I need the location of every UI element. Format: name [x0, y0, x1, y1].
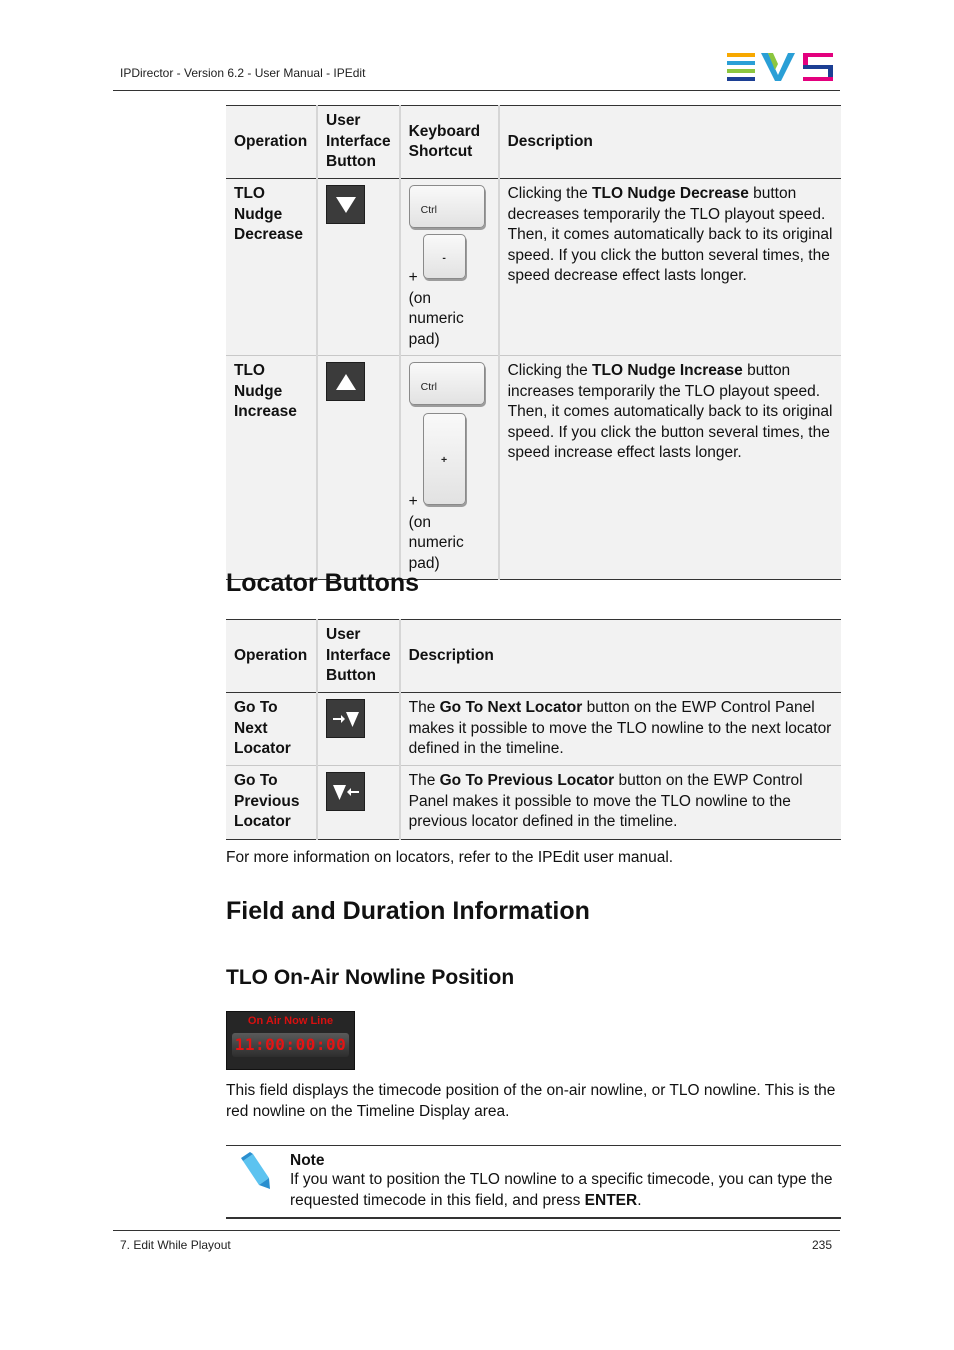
- column-header-description: Description: [400, 620, 841, 693]
- operation-name: TLO Nudge Increase: [226, 356, 317, 580]
- triangle-down-icon: [335, 196, 357, 214]
- footer-chapter: 7. Edit While Playout: [120, 1238, 231, 1252]
- note-title: Note: [290, 1152, 325, 1169]
- tlo-nudge-table: [226, 105, 841, 580]
- column-header-keyboard-shortcut: Keyboard Shortcut: [400, 106, 499, 179]
- header-document-title: IPDirector - Version 6.2 - User Manual - IPEdit: [120, 66, 366, 80]
- table-row: [226, 179, 841, 356]
- operation-name: Go To Previous Locator: [226, 766, 317, 840]
- column-header-ui-button: User Interface Button: [317, 620, 400, 693]
- go-to-previous-locator-icon: [332, 783, 360, 801]
- description-cell: The Go To Next Locator button on the EWP Control Panel makes it possible to move the TLO nowline to the next locator defined in the timeline.: [400, 693, 841, 766]
- description-cell: The Go To Previous Locator button on the EWP Control Panel makes it possible to move the TLO nowline to the previous locator defined in the timeline.: [400, 766, 841, 840]
- section-title-locator-buttons: Locator Buttons: [226, 569, 420, 597]
- locator-buttons-table: [226, 619, 841, 840]
- minus-key: -: [423, 234, 466, 279]
- section-title-field-duration: Field and Duration Information: [226, 897, 590, 925]
- column-header-operation: Operation: [226, 106, 317, 179]
- ctrl-key: Ctrl: [409, 185, 485, 228]
- note-top-rule: [226, 1145, 841, 1146]
- column-header-ui-button: User Interface Button: [317, 106, 400, 179]
- pencil-icon: [240, 1152, 274, 1190]
- plus-sign: +: [408, 269, 418, 286]
- footer-rule: [113, 1230, 840, 1231]
- header-rule: [113, 90, 840, 91]
- triangle-up-icon: [335, 373, 357, 391]
- table-row: [226, 693, 841, 766]
- operation-name: Go To Next Locator: [226, 693, 317, 766]
- plus-key: +: [423, 413, 466, 505]
- subsection-title-tlo-nowline: TLO On-Air Nowline Position: [226, 966, 515, 989]
- on-air-timecode[interactable]: 11:00:00:00: [232, 1033, 349, 1057]
- column-header-description: Description: [499, 106, 841, 179]
- evs-logo: [727, 53, 833, 81]
- tlo-nudge-increase-button[interactable]: [326, 362, 365, 401]
- ctrl-key: Ctrl: [409, 362, 485, 405]
- numeric-pad-note: (on numeric pad): [408, 289, 464, 348]
- go-to-next-locator-button[interactable]: [326, 699, 365, 738]
- go-to-next-locator-icon: [332, 710, 360, 728]
- table-row: [226, 766, 841, 840]
- nowline-field-description: This field displays the timecode position of the on-air nowline, or TLO nowline. This is the red nowline on the Timeline Display area.: [226, 1082, 836, 1120]
- description-cell: Clicking the TLO Nudge Decrease button decreases temporarily the TLO playout speed. Then, it comes automatically back to its original speed. If you click the button several times, the speed decrease effect lasts longer.: [499, 179, 841, 356]
- operation-name: TLO Nudge Decrease: [226, 179, 317, 356]
- numeric-pad-note: (on numeric pad): [408, 513, 464, 572]
- note-bottom-rule: [226, 1217, 841, 1219]
- plus-sign: +: [408, 493, 418, 510]
- locator-more-info-text: For more information on locators, refer to the IPEdit user manual.: [226, 849, 674, 866]
- column-header-operation: Operation: [226, 620, 317, 693]
- footer-page-number: 235: [812, 1238, 833, 1252]
- on-air-nowline-field[interactable]: [226, 1011, 355, 1070]
- description-cell: Clicking the TLO Nudge Increase button increases temporarily the TLO playout speed. Then, it comes automatically back to its original speed. If you click the button several times, the speed increase effect lasts longer.: [499, 356, 841, 580]
- go-to-previous-locator-button[interactable]: [326, 772, 365, 811]
- table-row: [226, 356, 841, 580]
- note-text: If you want to position the TLO nowline to a specific timecode, you can type the requested timecode in this field, and press ENTER.: [290, 1171, 833, 1209]
- on-air-nowline-label: On Air Now Line: [247, 1015, 334, 1027]
- tlo-nudge-decrease-button[interactable]: [326, 185, 365, 224]
